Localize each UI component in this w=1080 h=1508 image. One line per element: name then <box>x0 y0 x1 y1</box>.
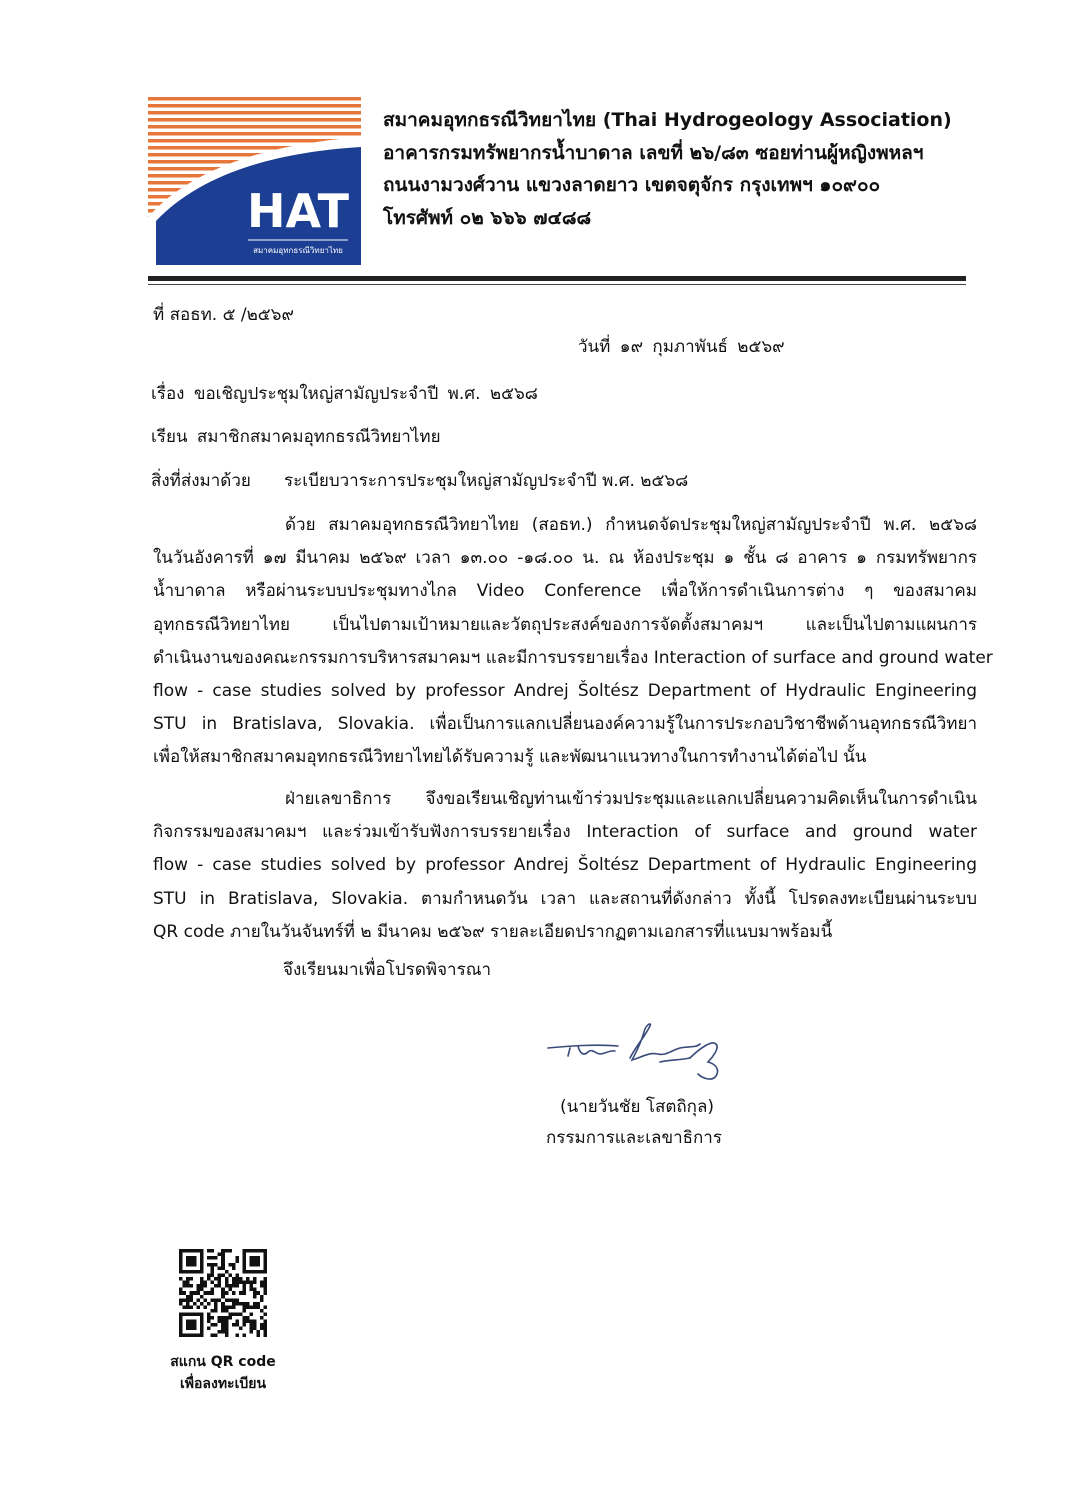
header-divider-thick <box>148 276 966 281</box>
qr-module <box>225 1326 229 1330</box>
qr-module <box>256 1302 260 1306</box>
qr-module <box>190 1305 194 1309</box>
qr-module <box>179 1249 204 1253</box>
qr-module <box>228 1316 232 1320</box>
qr-module <box>221 1295 225 1299</box>
qr-module <box>228 1284 232 1288</box>
qr-module <box>197 1305 201 1309</box>
qr-module <box>221 1330 225 1334</box>
qr-module <box>214 1305 218 1309</box>
qr-module <box>225 1333 229 1337</box>
qr-caption-line: เพื่อลงทะเบียน <box>179 1376 267 1392</box>
qr-module <box>204 1305 208 1309</box>
qr-module <box>211 1256 215 1260</box>
paragraph-line: อุทกธรณีวิทยาไทย เป็นไปตามเป้าหมายและวัตถุประสงค์ของการจัดตั้งสมาคมฯ และเป็นไปตามแผนการ <box>153 614 977 635</box>
org-line: อาคารกรมทรัพยากรน้ำบาดาล เลขที่ ๒๖/๘๓ ซอยท่านผู้หญิงพหลฯ <box>383 141 924 164</box>
qr-module <box>183 1281 187 1285</box>
qr-module <box>207 1302 211 1306</box>
paragraph-line: flow - case studies solved by professor Andrej Šoltész Department of Hydraulic Engineering <box>153 855 977 876</box>
qr-module <box>211 1316 215 1320</box>
logo-stripe <box>148 111 361 115</box>
qr-module <box>211 1274 215 1278</box>
qr-module <box>214 1298 218 1302</box>
qr-module <box>260 1316 264 1320</box>
qr-module <box>232 1323 236 1327</box>
qr-module <box>218 1319 222 1323</box>
paragraph-line: flow - case studies solved by professor Andrej Šoltész Department of Hydraulic Engineering <box>153 681 977 702</box>
qr-module <box>232 1267 236 1271</box>
qr-module <box>232 1263 236 1267</box>
qr-module <box>218 1316 222 1320</box>
qr-module <box>256 1305 260 1309</box>
qr-module <box>221 1260 225 1264</box>
qr-module <box>221 1256 225 1260</box>
qr-module <box>211 1263 215 1267</box>
qr-module <box>221 1319 225 1323</box>
qr-module <box>225 1330 229 1334</box>
qr-module <box>249 1312 253 1316</box>
qr-module <box>221 1253 225 1257</box>
qr-module <box>214 1263 218 1267</box>
qr-module <box>242 1316 246 1320</box>
qr-module <box>200 1312 204 1337</box>
qr-module <box>221 1309 225 1313</box>
qr-module <box>242 1319 246 1323</box>
org-header <box>383 104 983 234</box>
qr-module <box>190 1277 194 1281</box>
paragraph-line: เพื่อให้สมาชิกสมาคมอุทกธรณีวิทยาไทยได้รับความรู้ และพัฒนาแนวทางในการทำงานได้ต่อไป นั้น <box>153 747 867 768</box>
qr-module <box>200 1277 204 1281</box>
qr-module <box>211 1249 215 1253</box>
qr-module <box>179 1312 204 1316</box>
qr-module <box>239 1277 243 1281</box>
qr-module <box>221 1323 225 1327</box>
qr-module <box>190 1284 194 1288</box>
qr-module <box>207 1277 211 1281</box>
qr-module <box>253 1295 257 1299</box>
qr-module <box>242 1309 246 1313</box>
hat-logo-graphic <box>148 97 361 265</box>
qr-module <box>242 1333 246 1337</box>
qr-module <box>193 1291 197 1295</box>
qr-module <box>235 1333 239 1337</box>
qr-module <box>221 1288 225 1292</box>
qr-module <box>260 1295 264 1299</box>
qr-module <box>211 1267 215 1271</box>
qr-module <box>256 1333 260 1337</box>
qr-module <box>225 1281 229 1285</box>
qr-module <box>218 1298 222 1302</box>
letter-date: วันที่ ๑๙ กุมภาพันธ์ ๒๕๖๙ <box>578 337 785 357</box>
qr-module <box>179 1291 183 1295</box>
qr-module <box>232 1305 236 1309</box>
qr-module <box>253 1319 257 1323</box>
letter-recipient: เรียน สมาชิกสมาคมอุทกธรณีวิทยาไทย <box>151 427 441 447</box>
qr-module <box>183 1305 187 1309</box>
qr-module <box>211 1309 215 1313</box>
qr-module <box>256 1330 260 1334</box>
paragraph-line: STU in Bratislava, Slovakia. เพื่อเป็นการแลกเปลี่ยนองค์ความรู้ในการประกอบวิชาชีพด้านอุทกธรณีวิทยา <box>153 714 977 735</box>
qr-module <box>235 1274 239 1278</box>
qr-module <box>235 1260 239 1264</box>
qr-module <box>232 1277 236 1281</box>
qr-module <box>221 1263 225 1267</box>
qr-module <box>239 1291 243 1295</box>
qr-module <box>204 1298 208 1302</box>
qr-module <box>232 1302 236 1306</box>
qr-module <box>221 1302 225 1306</box>
qr-module <box>263 1284 267 1288</box>
qr-module <box>186 1281 190 1285</box>
registration-qr-code[interactable] <box>179 1249 267 1337</box>
qr-module <box>263 1326 267 1330</box>
qr-module <box>221 1291 225 1295</box>
qr-module <box>242 1288 246 1292</box>
qr-module <box>263 1319 267 1323</box>
qr-module <box>253 1305 257 1309</box>
qr-module <box>253 1288 257 1292</box>
qr-module <box>228 1288 232 1292</box>
qr-module <box>260 1309 264 1313</box>
qr-module <box>197 1298 201 1302</box>
qr-module <box>179 1333 204 1337</box>
qr-module <box>249 1319 253 1323</box>
qr-module <box>253 1323 257 1327</box>
qr-module <box>193 1302 197 1306</box>
qr-module <box>260 1281 264 1285</box>
qr-module <box>207 1256 211 1260</box>
qr-module <box>249 1330 253 1334</box>
qr-module <box>207 1249 211 1253</box>
qr-module <box>204 1291 208 1295</box>
qr-module <box>242 1281 246 1285</box>
qr-module <box>249 1326 253 1330</box>
qr-module <box>218 1284 222 1288</box>
qr-module <box>246 1302 250 1306</box>
qr-module <box>246 1319 250 1323</box>
qr-module <box>263 1291 267 1295</box>
qr-module <box>225 1316 229 1320</box>
qr-module <box>183 1284 187 1288</box>
qr-module <box>232 1298 236 1302</box>
qr-module <box>179 1277 183 1281</box>
qr-module <box>179 1249 183 1274</box>
qr-module <box>186 1295 190 1299</box>
qr-module <box>246 1316 250 1320</box>
qr-module <box>179 1302 183 1306</box>
qr-module <box>221 1267 225 1271</box>
qr-module <box>211 1270 215 1274</box>
qr-module <box>260 1326 264 1330</box>
qr-module <box>207 1319 211 1323</box>
qr-module <box>242 1284 246 1288</box>
logo-stripe <box>148 125 361 129</box>
qr-module <box>207 1274 211 1278</box>
org-line: สมาคมอุทกธรณีวิทยาไทย (Thai Hydrogeology Association) <box>383 109 952 131</box>
qr-module <box>225 1291 229 1295</box>
qr-module <box>179 1312 183 1337</box>
qr-module <box>204 1281 208 1285</box>
qr-module <box>221 1305 225 1309</box>
signer-title: กรรมการและเลขาธิการ <box>546 1128 722 1148</box>
qr-caption-line: สแกน QR code <box>170 1354 276 1370</box>
qr-module <box>253 1302 257 1306</box>
qr-module <box>214 1309 218 1313</box>
qr-module <box>197 1291 201 1295</box>
qr-module <box>186 1256 197 1267</box>
qr-module <box>260 1298 264 1302</box>
logo-stripe <box>148 118 361 122</box>
qr-module <box>218 1277 222 1281</box>
qr-module <box>246 1277 250 1281</box>
qr-module <box>221 1316 225 1320</box>
qr-module <box>211 1323 215 1327</box>
qr-module <box>249 1323 253 1327</box>
qr-module <box>225 1298 229 1302</box>
qr-module <box>225 1305 229 1309</box>
qr-module <box>225 1309 229 1313</box>
qr-module <box>239 1326 243 1330</box>
qr-module <box>179 1298 183 1302</box>
org-line: โทรศัพท์ ๐๒ ๖๖๖ ๗๔๘๘ <box>383 206 592 229</box>
qr-module <box>235 1323 239 1327</box>
qr-module <box>249 1305 253 1309</box>
org-line: ถนนงามวงศ์วาน แขวงลาดยาว เขตจตุจักร กรุงเทพฯ ๑๐๙๐๐ <box>383 174 881 196</box>
qr-module <box>263 1312 267 1316</box>
qr-module <box>232 1281 236 1285</box>
qr-module <box>186 1319 197 1330</box>
qr-module <box>200 1281 204 1285</box>
qr-module <box>249 1284 253 1288</box>
qr-module <box>228 1298 232 1302</box>
qr-module <box>207 1291 211 1295</box>
qr-module <box>214 1333 218 1337</box>
qr-module <box>263 1305 267 1309</box>
letter-subject: เรื่อง ขอเชิญประชุมใหญ่สามัญประจำปี พ.ศ. ๒๕๖๘ <box>151 384 538 404</box>
qr-module <box>218 1281 222 1285</box>
enclosure-label: สิ่งที่ส่งมาด้วย <box>151 471 251 491</box>
qr-module <box>253 1281 257 1285</box>
qr-module <box>239 1312 243 1316</box>
qr-module <box>239 1281 243 1285</box>
qr-module <box>207 1312 211 1316</box>
qr-module <box>186 1277 190 1281</box>
reference-number: ที่ สอธท. ๕ /๒๕๖๙ <box>153 305 294 325</box>
qr-module <box>228 1274 232 1278</box>
qr-module <box>214 1302 218 1306</box>
qr-module <box>249 1281 253 1285</box>
qr-module <box>197 1284 201 1288</box>
qr-module <box>242 1249 267 1253</box>
qr-module <box>197 1288 201 1292</box>
qr-module <box>228 1312 232 1316</box>
qr-module <box>242 1249 246 1274</box>
qr-module <box>200 1284 204 1288</box>
qr-module <box>214 1277 218 1281</box>
qr-module <box>200 1302 204 1306</box>
qr-module <box>221 1274 225 1278</box>
qr-module <box>249 1256 260 1267</box>
qr-module <box>211 1298 215 1302</box>
qr-module <box>260 1323 264 1327</box>
qr-module <box>235 1284 239 1288</box>
header-divider-thin <box>148 284 966 285</box>
qr-module <box>225 1249 229 1253</box>
hat-logo <box>148 97 361 265</box>
paragraph-line: น้ำบาดาล หรือผ่านระบบประชุมทางไกล Video Conference เพื่อให้การดำเนินการต่าง ๆ ของสมาคม <box>153 581 977 602</box>
qr-module <box>207 1263 211 1267</box>
qr-module <box>263 1288 267 1292</box>
handwritten-signature <box>540 1018 730 1088</box>
qr-module <box>235 1319 239 1323</box>
qr-module <box>225 1284 229 1288</box>
qr-module <box>239 1302 243 1306</box>
qr-module <box>218 1267 222 1271</box>
closing-text: จึงเรียนมาเพื่อโปรดพิจารณา <box>283 960 492 980</box>
logo-text: HAT <box>247 184 349 238</box>
qr-module <box>207 1326 211 1330</box>
logo-stripe <box>148 132 361 136</box>
qr-module <box>186 1305 190 1309</box>
qr-module <box>211 1291 215 1295</box>
qr-module <box>186 1284 190 1288</box>
qr-module <box>246 1305 250 1309</box>
qr-module <box>225 1319 229 1323</box>
qr-module <box>207 1316 211 1320</box>
qr-module <box>228 1305 232 1309</box>
qr-module <box>263 1277 267 1281</box>
qr-module <box>186 1298 190 1302</box>
body-paragraph-1 <box>153 509 993 775</box>
qr-module <box>214 1284 218 1288</box>
qr-caption <box>160 1351 286 1395</box>
qr-module <box>263 1333 267 1337</box>
qr-module <box>235 1256 239 1260</box>
enclosure-value: ระเบียบวาระการประชุมใหญ่สามัญประจำปี พ.ศ. ๒๕๖๘ <box>284 471 689 491</box>
qr-module <box>225 1277 229 1281</box>
qr-module <box>204 1284 208 1288</box>
qr-module <box>200 1295 204 1299</box>
qr-module <box>249 1288 253 1292</box>
qr-module <box>179 1270 204 1274</box>
paragraph-line: ดำเนินงานของคณะกรรมการบริหารสมาคมฯ และมีการบรรยายเรื่อง Interaction of surface and ground water <box>153 647 993 668</box>
qr-module <box>221 1249 225 1253</box>
paragraph-line: ด้วย สมาคมอุทกธรณีวิทยาไทย (สอธท.) กำหนดจัดประชุมใหญ่สามัญประจำปี พ.ศ. ๒๕๖๘ <box>285 515 977 535</box>
qr-module <box>225 1270 229 1274</box>
signer-name: (นายวันชัย โสตถิกุล) <box>560 1097 715 1117</box>
qr-module <box>242 1323 246 1327</box>
qr-module <box>246 1281 250 1285</box>
qr-module <box>242 1270 267 1274</box>
qr-module <box>256 1291 260 1295</box>
logo-stripe <box>148 104 361 108</box>
qr-module <box>228 1249 232 1253</box>
qr-module <box>235 1302 239 1306</box>
qr-module <box>242 1302 246 1306</box>
qr-module <box>190 1291 194 1295</box>
qr-module <box>221 1326 225 1330</box>
qr-module <box>211 1281 215 1285</box>
qr-module <box>232 1284 236 1288</box>
paragraph-line: QR code ภายในวันจันทร์ที่ ๒ มีนาคม ๒๕๖๙ รายละเอียดปรากฏตามเอกสารที่แนบมาพร้อมนี้ <box>153 921 833 942</box>
qr-module <box>200 1288 204 1292</box>
logo-subtext: สมาคมอุทกธรณีวิทยาไทย <box>253 246 343 255</box>
qr-module <box>228 1263 232 1267</box>
logo-stripe <box>148 97 361 101</box>
qr-module <box>253 1277 257 1281</box>
qr-module <box>186 1302 190 1306</box>
qr-module <box>225 1323 229 1327</box>
qr-module <box>242 1305 246 1309</box>
qr-module <box>211 1288 215 1292</box>
paragraph-line: กิจกรรมของสมาคมฯ และร่วมเข้ารับฟังการบรรยายเรื่อง Interaction of surface and ground water <box>153 822 977 843</box>
qr-module <box>235 1312 239 1316</box>
qr-module <box>263 1249 267 1274</box>
qr-module <box>211 1333 215 1337</box>
qr-module <box>214 1323 218 1327</box>
qr-module <box>179 1288 183 1292</box>
qr-module <box>260 1284 264 1288</box>
qr-module <box>235 1298 239 1302</box>
qr-module <box>214 1256 218 1260</box>
paragraph-line: ฝ่ายเลขาธิการ จึงขอเรียนเชิญท่านเข้าร่วมประชุมและแลกเปลี่ยนความคิดเห็นในการดำเนิน <box>285 789 977 809</box>
qr-module <box>218 1274 222 1278</box>
paragraph-line: ในวันอังคารที่ ๑๗ มีนาคม ๒๕๖๙ เวลา ๑๓.๐๐ -๑๘.๐๐ น. ณ ห้องประชุม ๑ ชั้น ๘ อาคาร ๑ กรมทรัพยากร <box>153 548 977 569</box>
qr-module <box>218 1253 222 1257</box>
qr-module <box>235 1277 239 1281</box>
qr-module <box>263 1281 267 1285</box>
qr-module <box>232 1312 236 1316</box>
qr-module <box>235 1281 239 1285</box>
qr-module <box>183 1298 187 1302</box>
qr-module <box>183 1291 187 1295</box>
qr-module <box>232 1291 236 1295</box>
body-paragraph-2 <box>153 783 977 949</box>
qr-module <box>263 1330 267 1334</box>
qr-module <box>190 1298 194 1302</box>
qr-module <box>253 1291 257 1295</box>
qr-module <box>218 1330 222 1334</box>
qr-module <box>263 1323 267 1327</box>
qr-module <box>242 1291 246 1295</box>
qr-module <box>190 1295 194 1299</box>
paragraph-line: STU in Bratislava, Slovakia. ตามกำหนดวัน เวลา และสถานที่ดังกล่าว ทั้งนี้ โปรดลงทะเบียนผ่านระบบ <box>153 888 977 909</box>
qr-module <box>253 1326 257 1330</box>
qr-module <box>200 1249 204 1274</box>
